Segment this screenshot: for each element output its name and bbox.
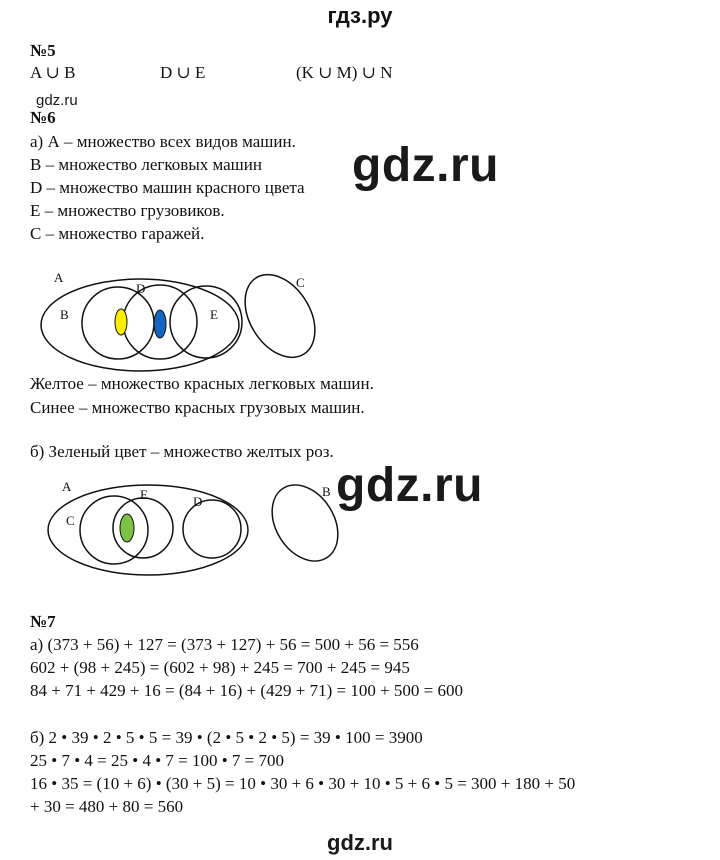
exercise-6-line-1: а) А – множество всех видов машин. [30, 132, 296, 151]
label-a: A [62, 479, 72, 494]
exercise-6-number: №6 [30, 108, 56, 127]
watermark-large-1: gdz.ru [352, 139, 499, 192]
exercise-7-a-line-1: а) (373 + 56) + 127 = (373 + 127) + 56 = 500 + 56 = 556 [30, 635, 419, 654]
site-header: гдз.ру [327, 3, 393, 28]
exercise-6-line-5: С – множество гаражей. [30, 224, 205, 243]
note-yellow: Желтое – множество красных легковых машин. [30, 374, 374, 393]
label-a: A [54, 270, 64, 285]
exercise-7-a-line-2: 602 + (98 + 245) = (602 + 98) + 245 = 700 + 245 = 945 [30, 658, 410, 677]
exercise-5-number: №5 [30, 41, 56, 60]
label-d: D [193, 494, 203, 509]
exercise-6-line-2: В – множество легковых машин [30, 155, 262, 174]
exercise-6-part-b: б) Зеленый цвет – множество желтых роз. [30, 442, 334, 461]
exercise-5-expr-3: (K ∪ M) ∪ N [296, 63, 393, 82]
exercise-7-b-line-2: 25 • 7 • 4 = 25 • 4 • 7 = 100 • 7 = 700 [30, 751, 285, 770]
watermark-large-2: gdz.ru [336, 459, 483, 512]
label-c: C [66, 513, 75, 528]
label-d: D [136, 281, 146, 296]
footer-watermark: gdz.ru [327, 830, 393, 855]
exercise-7-number: №7 [30, 612, 56, 631]
watermark-small: gdz.ru [36, 92, 78, 109]
label-c: C [296, 275, 305, 290]
exercise-7-b-line-3: 16 • 35 = (10 + 6) • (30 + 5) = 10 • 30 + 6 • 30 + 10 • 5 + 6 • 5 = 300 + 180 + 50 [30, 774, 576, 793]
exercise-7-b-line-1: б) 2 • 39 • 2 • 5 • 5 = 39 • (2 • 5 • 2 • 5) = 39 • 100 = 3900 [30, 728, 423, 747]
label-e: E [140, 487, 148, 502]
set-d-circle [183, 500, 241, 558]
set-c-circle [80, 496, 148, 564]
exercise-6-line-3: D – множество машин красного цвета [30, 178, 305, 197]
set-b-ellipse [259, 473, 352, 573]
label-b: B [322, 484, 331, 499]
label-e: E [210, 307, 218, 322]
exercise-6-line-4: Е – множество грузовиков. [30, 201, 225, 220]
exercise-5-expr-1: A ∪ B [30, 63, 76, 82]
exercise-7-b-line-4: + 30 = 480 + 80 = 560 [30, 797, 184, 816]
exercise-7-a-line-3: 84 + 71 + 429 + 16 = (84 + 16) + (429 + 71) = 100 + 500 = 600 [30, 681, 464, 700]
exercise-5-expr-2: D ∪ E [160, 63, 206, 82]
note-blue: Синее – множество красных грузовых машин. [30, 398, 365, 417]
label-b: B [60, 307, 69, 322]
green-region [120, 514, 134, 542]
